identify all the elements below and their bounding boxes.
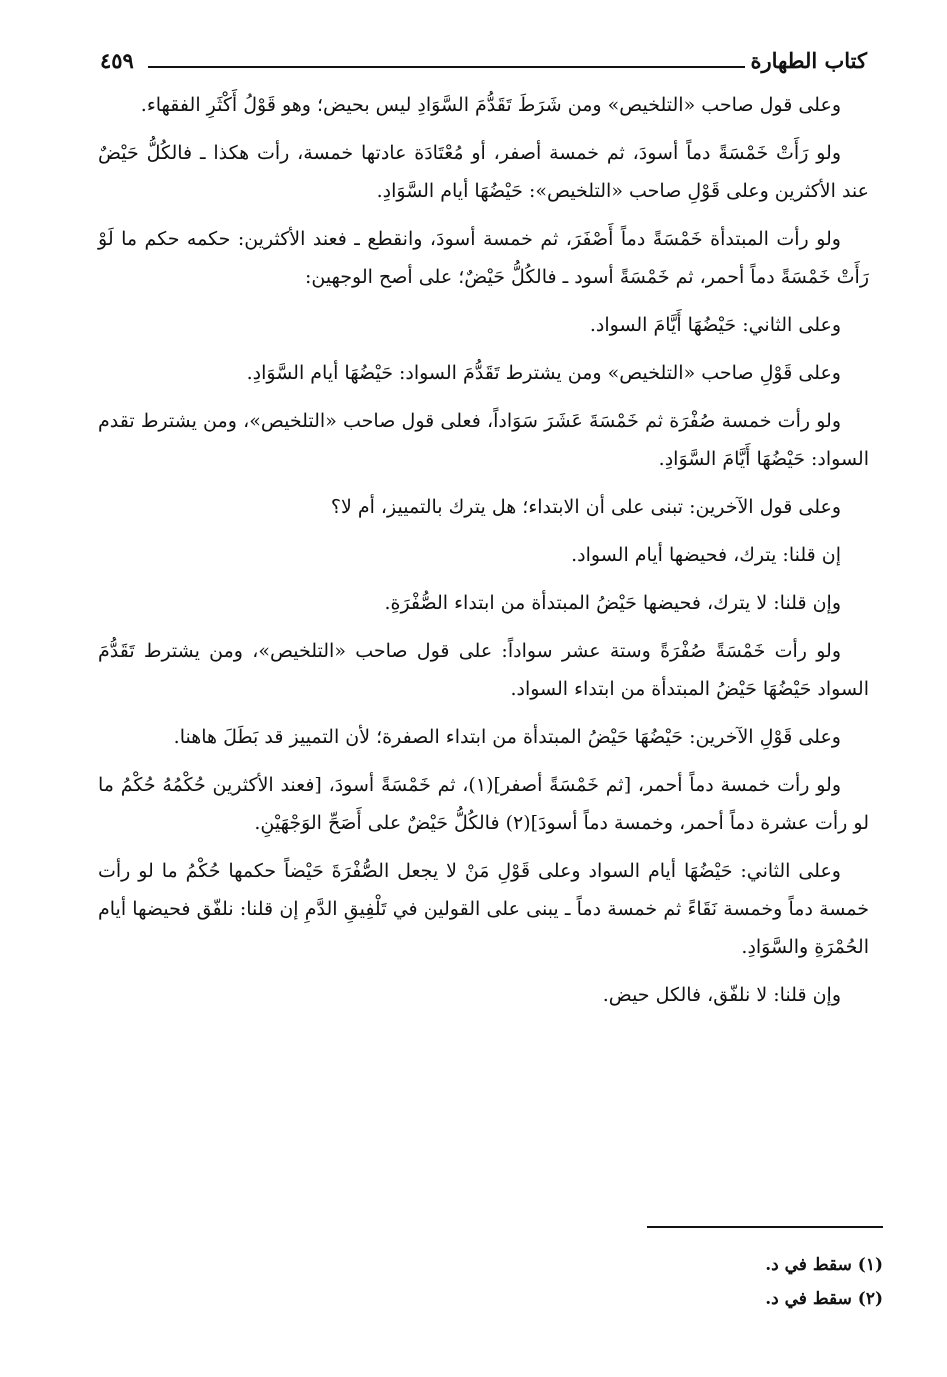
- paragraph: وعلى الثاني: حَيْضُهَا أيام السواد وعلى قَوْلِ مَنْ لا يجعل الصُّفْرَةَ حَيْضاً حكمها حُكْمُ ما لو رأت خمسة دماً وخمسة نَقَاءً ثم خمسة دماً ـ يبنى على القولين في تَلْفِيقِ الدَّمِ إن قلنا: نلفّق فحيضها أيام الحُمْرَةِ والسَّوَادِ.: [98, 860, 869, 958]
- paragraph: ولو رَأَتْ خَمْسَةً دماً أسودَ، ثم خمسة أصفر، أو مُعْتَادَة عادتها خمسة، رأت هكذا ـ فالكُلُّ حَيْضٌ عند الأكثرين وعلى قَوْلِ صاحب «التلخيص»: حَيْضُهَا أيام السَّوَادِ.: [98, 142, 869, 202]
- header-rule: [148, 66, 745, 68]
- book-title: كتاب الطهارة: [750, 48, 867, 73]
- paragraph: إن قلنا: يترك، فحيضها أيام السواد.: [571, 544, 841, 566]
- paragraph: وعلى قَوْلِ الآخرين: حَيْضُهَا حَيْضُ المبتدأة من ابتداء الصفرة؛ لأن التمييز قد بَطَلَ هاهنا.: [173, 726, 841, 748]
- page-number: ٤٥٩: [100, 48, 134, 73]
- footnote-separator: [647, 1226, 883, 1228]
- paragraph: ولو رأت خمسة صُفْرَة ثم خَمْسَةَ عَشَرَ سَوَاداً، فعلى قول صاحب «التلخيص»، ومن يشترط تقدم السواد: حَيْضُهَا أَيَّامَ السَّوَادِ.: [98, 410, 869, 470]
- paragraph: وعلى قول الآخرين: تبنى على أن الابتداء؛ هل يترك بالتمييز، أم لا؟: [330, 496, 841, 518]
- footnotes: [383, 1248, 883, 1316]
- paragraph: وعلى قَوْلِ صاحب «التلخيص» ومن يشترط تَقَدُّمَ السواد: حَيْضُهَا أيام السَّوَادِ.: [246, 362, 841, 384]
- paragraph: ولو رأت خَمْسَةً صُفْرَةً وستة عشر سواداً: على قول صاحب «التلخيص»، ومن يشترط تَقَدُّمَ السواد حَيْضُهَا حَيْضُ المبتدأة من ابتداء السواد.: [98, 640, 869, 700]
- body-text: [98, 86, 869, 1014]
- footnote: (٢) سقط في د.: [765, 1289, 883, 1309]
- paragraph: ولو رأت المبتدأة خَمْسَةً دماً أَصْفَرَ، ثم خمسة أسودَ، وانقطع ـ فعند الأكثرين: حكمه حكم ما لَوْ رَأَتْ خَمْسَةً دماً أحمر، ثم خَمْسَةً أسود ـ فالكُلُّ حَيْضٌ؛ على أصح الوجهين:: [98, 228, 869, 288]
- paragraph: وإن قلنا: لا نلفّق، فالكل حيض.: [602, 984, 841, 1006]
- footnote: (١) سقط في د.: [765, 1255, 883, 1275]
- paragraph: وعلى قول صاحب «التلخيص» ومن شَرَطَ تَقَدُّمَ السَّوَادِ ليس بحيض؛ وهو قَوْلُ أَكْثَرِ الفقهاء.: [140, 94, 841, 116]
- page-header: [100, 42, 867, 82]
- paragraph: وعلى الثاني: حَيْضُهَا أَيَّامَ السواد.: [589, 314, 841, 336]
- paragraph: ولو رأت خمسة دماً أحمر، [ثم خَمْسَةً أصفر](١)، ثم خَمْسَةً أسودَ، [فعند الأكثرين حُكْمُهُ حُكْمُ ما لو رأت عشرة دماً أحمر، وخمسة دماً أسودَ](٢) فالكُلُّ حَيْضٌ على أَصَحِّ الوَجْهَيْنِ.: [98, 774, 869, 834]
- paragraph: وإن قلنا: لا يترك، فحيضها حَيْضُ المبتدأة من ابتداء الصُّفْرَةِ.: [384, 592, 841, 614]
